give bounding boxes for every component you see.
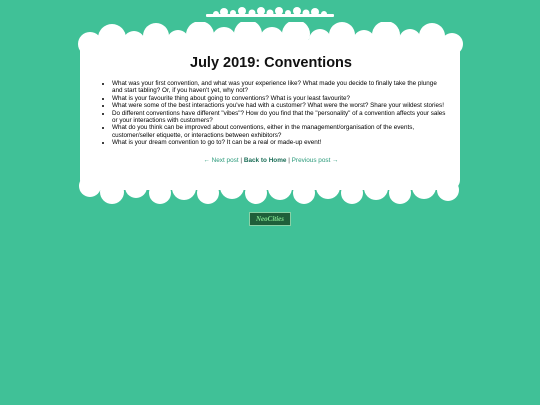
question-list [96, 80, 446, 147]
list-item: • What is your favourite thing about going to conventions? What is your least favourite? [112, 95, 446, 102]
post-navigation [96, 157, 446, 164]
nav-separator: | [286, 156, 292, 164]
post-content [96, 55, 446, 164]
list-item: • What were some of the best interactions you've had with a customer? What were the worst? Share your wildest stories! [112, 102, 446, 109]
cloud-content-panel [76, 22, 464, 204]
back-to-home-link[interactable]: Back to Home [243, 156, 287, 164]
nav-separator: | [238, 156, 244, 164]
list-item: • Do different conventions have different "vibes"? How do you find that the "personality" of a convention affects your sales or your interactions with customers? [112, 110, 446, 125]
list-item: • What do you think can be improved about conventions, either in the management/organisation of the events, customer/seller etiquette, or interactions between exhibitors? [112, 124, 446, 139]
list-item: • What was your first convention, and what was your experience like? What made you decide to finally take the plunge and start tabling? Or, if you haven't yet, why not? [112, 80, 446, 95]
list-item: • What is your dream convention to go to? It can be a real or made-up event! [112, 139, 446, 146]
page-title: July 2019: Conventions [190, 55, 352, 71]
next-post-link[interactable]: ← Next post [203, 156, 239, 164]
neocities-badge-label: NeoCities [256, 215, 284, 223]
previous-post-link[interactable]: Previous post → [291, 156, 339, 164]
top-cloud-decoration [206, 6, 334, 18]
neocities-badge[interactable] [249, 212, 291, 226]
